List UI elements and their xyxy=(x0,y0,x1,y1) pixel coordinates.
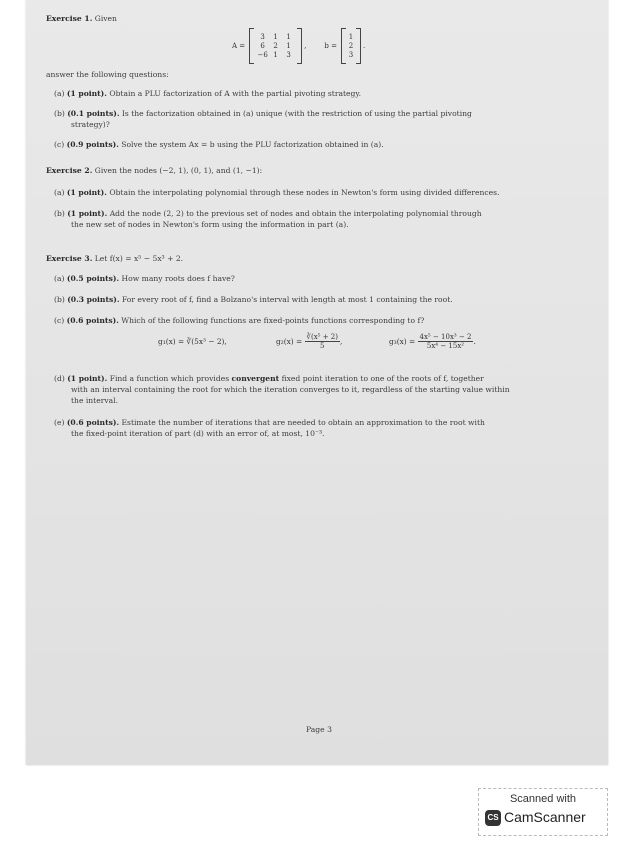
vector-cell: 2 xyxy=(348,42,354,50)
exercise3-intro: Let f(x) = x⁵ − 5x³ + 2. xyxy=(94,254,184,263)
exercise3-item-c: (c) (0.6 points). Which of the following functions are fixed-points functions corresponding to f? xyxy=(54,316,425,325)
exercise1-item-c: (c) (0.9 points). Solve the system Ax = b using the PLU factorization obtained in (a). xyxy=(54,140,384,149)
matrix-cell: 2 xyxy=(273,42,278,50)
g2-fraction: $\frac{\text{∛(x⁵ + 2)}}{5}$ xyxy=(306,333,338,350)
matrix-cell: 3 xyxy=(286,51,291,59)
scanned-page xyxy=(26,0,608,765)
camscanner-logo-icon: CS xyxy=(485,810,501,826)
exercise3-item-d-cont2: the interval. xyxy=(71,396,119,405)
exercise1-item-b: (b) (0.1 points). Is the factorization obtained in (a) unique (with the restriction of using the partial pivoting xyxy=(54,109,472,118)
exercise3-item-e: (e) (0.6 points). Estimate the number of iterations that are needed to obtain an approximation to the root with xyxy=(54,418,485,427)
matrix-a-entries xyxy=(254,33,297,59)
exercise1-heading: Exercise 1. xyxy=(46,14,93,23)
matrix-cell: 1 xyxy=(273,51,278,59)
exercise2-heading-line xyxy=(46,166,262,175)
matrix-cell: 1 xyxy=(273,33,278,41)
exercise3-item-a: (a) (0.5 points). How many roots does f have? xyxy=(54,274,235,283)
exercise3-heading-line xyxy=(46,254,183,263)
matrix-cell: 1 xyxy=(286,33,291,41)
function-g1: g₁(x) = ∛(5x³ − 2), xyxy=(158,337,227,346)
exercise2-heading: Exercise 2. xyxy=(46,166,93,175)
function-g2: g₂(x) = $\frac{\text{∛(x⁵ + 2)}}{5}$ , xyxy=(276,333,343,350)
function-g3: g₃(x) = $\frac{\text{4x⁵ − 10x³ − 2}}{\text{5x⁴ − 15x²}}$ . xyxy=(389,333,476,350)
exercise2-item-b-cont: the new set of nodes in Newton's form using the information in part (a). xyxy=(71,220,349,229)
exercise3-heading: Exercise 3. xyxy=(46,254,93,263)
g3-fraction: $\frac{\text{4x⁵ − 10x³ − 2}}{\text{5x⁴ − 15x²}}$ xyxy=(419,333,472,350)
exercise1-item-a: (a) (1 point). Obtain a PLU factorization of A with the partial pivoting strategy. xyxy=(54,89,362,98)
exercise3-item-d-cont1: with an interval containing the root for which the iteration converges to it, regardless of the starting value within xyxy=(71,385,510,394)
exercise1-intro: Given xyxy=(94,14,117,23)
matrix-a-label: A = xyxy=(232,42,246,50)
exercise1-heading-line xyxy=(46,14,117,23)
matrix-cell: −6 xyxy=(257,51,268,59)
camscanner-stamp xyxy=(478,788,608,836)
right-bracket xyxy=(356,28,361,64)
exercise1-prompt: answer the following questions: xyxy=(46,70,169,79)
exercise3-item-d: (d) (1 point). Find a function which provides convergent fixed point iteration to one of the roots of f, together xyxy=(54,374,484,383)
matrix-cell: 6 xyxy=(260,42,265,50)
vector-b-entries xyxy=(346,33,356,59)
exercise1-item-b-cont: strategy)? xyxy=(71,120,110,129)
exercise2-intro: Given the nodes (−2, 1), (0, 1), and (1, −1): xyxy=(94,166,263,175)
exercise2-item-a: (a) (1 point). Obtain the interpolating polynomial through these nodes in Newton's form using divided differences. xyxy=(54,188,500,197)
vector-b-label: b = xyxy=(324,42,337,50)
exercise3-item-b: (b) (0.3 points). For every root of f, find a Bolzano's interval with length at most 1 containing the root. xyxy=(54,295,453,304)
vector-cell: 3 xyxy=(348,51,354,59)
matrix-cell: 3 xyxy=(260,33,265,41)
stamp-brand: CamScanner xyxy=(504,809,586,825)
matrix-a: A = 3 1 1 6 2 1 −6 1 3 , b = 1 2 3 . xyxy=(232,28,365,64)
stamp-caption: Scanned with xyxy=(509,793,577,805)
vector-cell: 1 xyxy=(348,33,354,41)
exercise2-item-b: (b) (1 point). Add the node (2, 2) to the previous set of nodes and obtain the interpolating polynomial through xyxy=(54,209,482,218)
page-number: Page 3 xyxy=(306,725,332,734)
matrix-cell: 1 xyxy=(286,42,291,50)
right-bracket xyxy=(297,28,302,64)
exercise3-item-e-cont: the fixed-point iteration of part (d) with an error of, at most, 10⁻³. xyxy=(71,429,325,438)
